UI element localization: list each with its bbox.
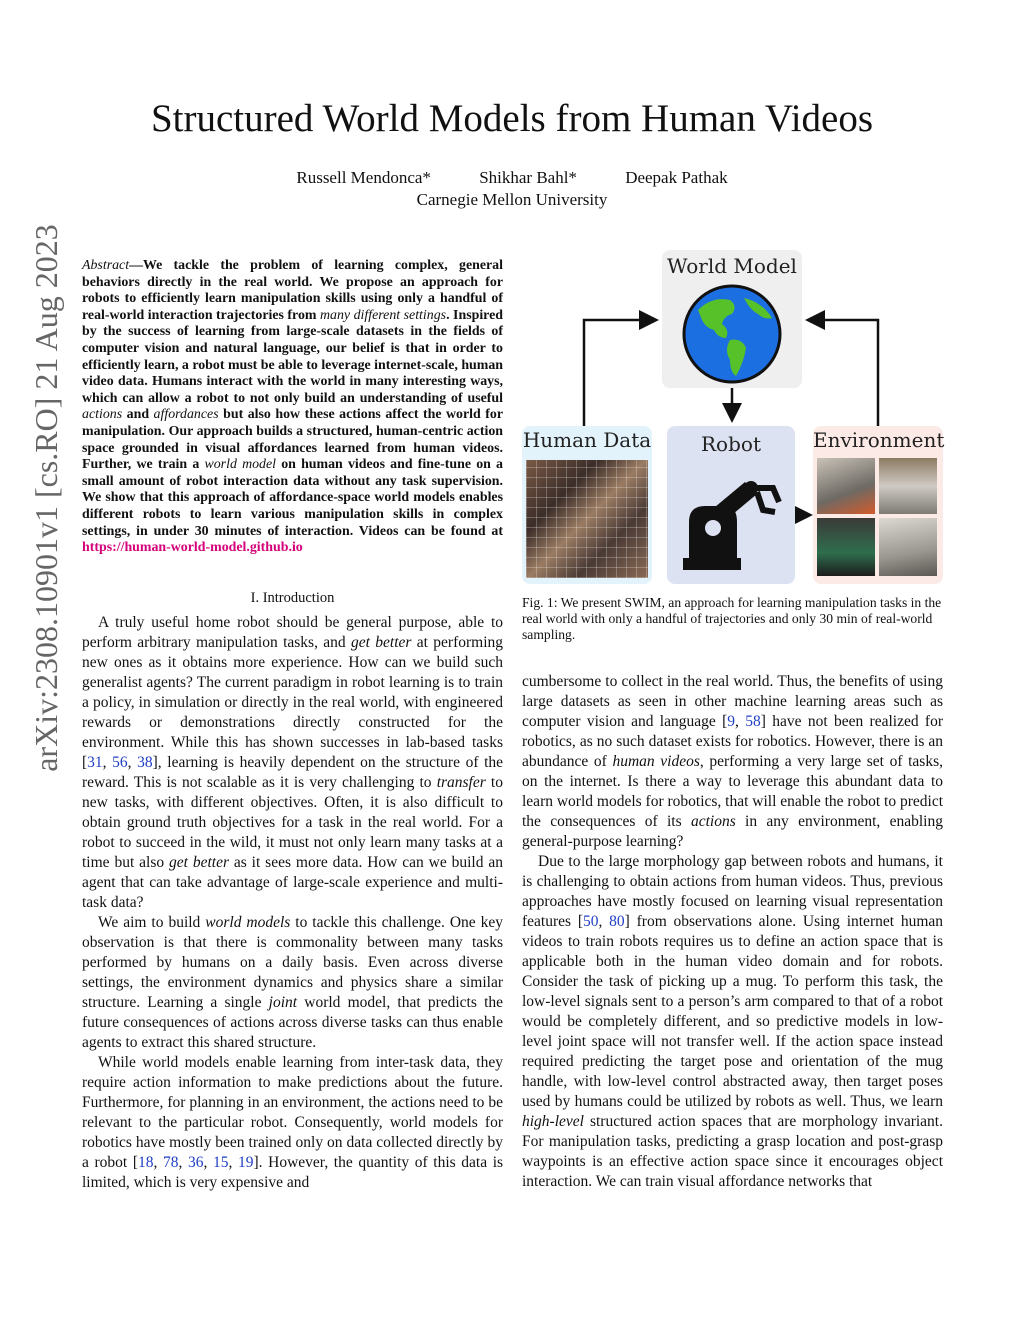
robot-arm-icon: [675, 466, 791, 576]
citation[interactable]: 38: [137, 754, 153, 771]
intro-left-column: [82, 613, 503, 1193]
abstract-emphasis: many different settings: [319, 307, 447, 323]
environment-label: Environment: [813, 428, 945, 452]
abstract-text: —We tackle the problem of learning complex, general behaviors directly in the real world. We propose an approach for robots to efficiently learn manipulation skills using only a handful of real-world interaction trajectories from: [82, 258, 503, 323]
figure-caption: Fig. 1: We present SWIM, an approach for learning manipulation tasks in the real world with only a handful of trajectories and only 30 min of real-world sampling.: [522, 595, 942, 642]
abstract-label: Abstract: [82, 258, 130, 273]
abstract-emphasis: actions: [82, 407, 123, 423]
abstract-text: . Inspired by the success of learning from large-scale datasets in the fields of computer vision and natural language, our belief is that in order to efficiently learn, a robot must be able to leverage internet-scale, human video data. Humans interact with the world in many interesting ways, which can allow a robot to not only build an understanding of useful: [82, 307, 504, 406]
citation[interactable]: 19: [237, 1154, 254, 1171]
citation[interactable]: 80: [609, 913, 625, 930]
affiliation: Carnegie Mellon University: [416, 190, 608, 209]
abstract-text: and: [122, 407, 154, 423]
author-2: Shikhar Bahl*: [479, 168, 577, 187]
figure-1: [522, 248, 943, 586]
author-list: [0, 168, 1024, 188]
citation[interactable]: 15: [212, 1154, 229, 1171]
author-3: Deepak Pathak: [625, 168, 728, 187]
arxiv-stamp: arXiv:2308.10901v1 [cs.RO] 21 Aug 2023: [28, 224, 64, 772]
citation[interactable]: 78: [162, 1154, 179, 1171]
citation[interactable]: 50: [583, 913, 599, 930]
paper-title: Structured World Models from Human Videos: [150, 97, 874, 140]
citation[interactable]: 9: [727, 713, 736, 730]
intro-right-column: [522, 672, 943, 1192]
section-heading: I. Introduction: [250, 590, 335, 606]
citation[interactable]: 31: [87, 754, 103, 771]
abstract-emphasis: world model: [204, 457, 277, 473]
env-photo-2: [879, 458, 937, 514]
env-photo-1: [817, 458, 875, 514]
env-photo-4: [879, 518, 937, 576]
paragraph: A truly useful home robot should be general purpose, able to perform arbitrary manipulation tasks, and get better at performing new ones as it obtains more experience. How can we build such generalist agents? The current paradigm in robot learning is to train a policy, in simulation or directly in the real world, with engineered rewards or demonstrations directly constructed for the environment. While this has shown successes in lab-based tasks [31, 56, 38], learning is heavily dependent on the structure of the reward. This is not scalable as it is very challenging to transfer to new tasks, with different objectives. Often, it is also difficult to obtain ground truth objectives for a task in the real world. For a robot to succeed in the wild, it must not only learn many tasks at a time but also get better as it sees more data. How can we build an agent that can take advantage of large-scale experience and multi-task data?: [82, 614, 504, 911]
paragraph: Due to the large morphology gap between robots and humans, it is challenging to obtain actions from human videos. Thus, previous approaches have mostly focused on learning visual representation features [50, 80] from observations alone. Using internet human videos to train robots requires us to define an action space that is applicable both in the human video domain and for robots. Consider the task of picking up a mug. To perform this task, the low-level signals sent to a person’s arm compared to that of a robot would be completely different, and so predictive models in low-level joint space will not transfer well. If the action space instead required predicting the target pose and orientation of the mug handle, with low-level control abstracted away, then target poses used by humans could be utilized by robots as well. Thus, we learn high-level structured action spaces that are morphology invariant. For manipulation tasks, predicting a grasp location and post-grasp waypoints is an effective action space since it encourages object interaction. We can train visual affordance networks that: [522, 853, 944, 1190]
citation[interactable]: 56: [112, 754, 128, 771]
human-data-box: [522, 426, 652, 584]
paragraph: We aim to build world models to tackle this challenge. One key observation is that there is commonality between many tasks performed by humans on a daily basis. Even across diverse settings, the environment dynamics and physics share a similar structure. Learning a single joint world model, that predicts the future consequences of actions across diverse tasks can thus enable agents to extract this shared structure.: [82, 914, 504, 1051]
citation[interactable]: 58: [745, 713, 761, 730]
abstract-text: but also how these actions affect the world for manipulation. Our approach builds a structured, human-centric action space grounded in visual affordances learned from human videos. Further, we train a: [82, 407, 503, 473]
paragraph: cumbersome to collect in the real world. Thus, the benefits of using large datasets as seen in other machine learning areas such as computer vision and language [9, 58] have not been realized for robotics, as no such dataset exists for robotics. However, there is an abundance of human videos, performing a very large set of tasks, on the internet. Is there a way to leverage this abundant data to learn world models for robotics, that will enable the robot to predict the consequences of its actions in any environment, enabling general-purpose learning?: [522, 673, 944, 850]
robot-label: Robot: [701, 432, 761, 456]
abstract-text: on human videos and fine-tune on a small amount of robot interaction data without any task supervision. We show that this approach of affordance-space world models enables different robots to learn various manipulation skills in complex settings, in under 30 minutes of interaction. Videos can be found at: [82, 457, 503, 539]
citation[interactable]: 36: [187, 1154, 204, 1171]
human-video-mosaic: [526, 460, 648, 578]
robot-box: [667, 426, 795, 584]
world-model-label: World Model: [667, 254, 797, 278]
author-1: Russell Mendonca*: [296, 168, 431, 187]
human-data-label: Human Data: [522, 428, 652, 452]
environment-box: [813, 426, 943, 584]
project-link[interactable]: https://human-world-model.github.io: [82, 540, 303, 556]
env-photo-3: [817, 518, 875, 576]
paragraph: While world models enable learning from inter-task data, they require action information to make predictions about the future. Furthermore, for planning in an environment, the actions need to be relevant to the particular robot. Consequently, world models for robotics have mostly been trained only on data collected directly by a robot [18, 78, 36, 15, 19]. However, the quantity of this data is limited, which is very expensive and: [82, 1054, 504, 1191]
citation[interactable]: 18: [137, 1154, 154, 1171]
abstract: [82, 258, 503, 557]
abstract-emphasis: affordances: [153, 407, 219, 423]
